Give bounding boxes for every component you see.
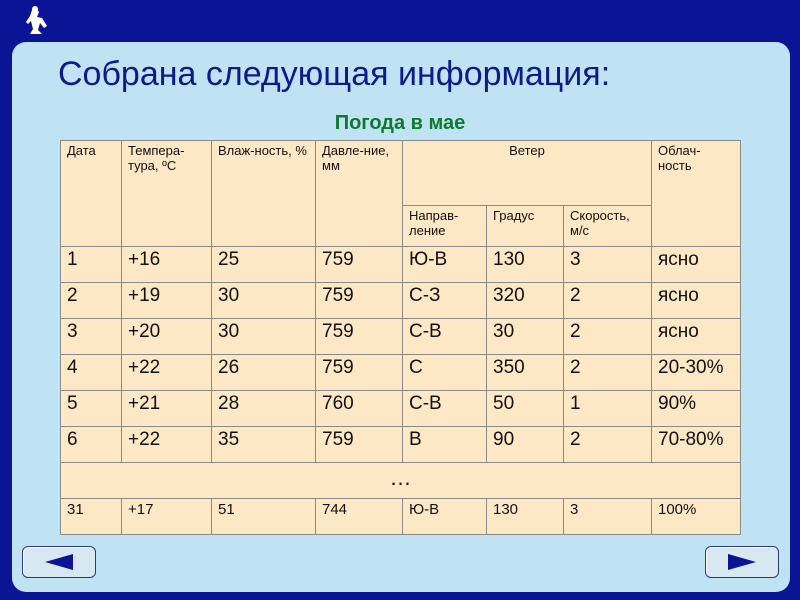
table-row — [61, 319, 741, 355]
cell-temperature: +21 — [122, 391, 212, 427]
cell-wind-speed: 2 — [564, 319, 652, 355]
header-wind-speed: Скорость, м/с — [564, 206, 652, 247]
cell-wind-degree: 30 — [487, 319, 564, 355]
cell-date: 1 — [61, 247, 122, 283]
cell-humidity: 26 — [212, 355, 316, 391]
header-wind: Ветер — [403, 141, 652, 206]
cell-wind-direction: С-В — [403, 391, 487, 427]
cell-wind-speed: 2 — [564, 355, 652, 391]
cell-wind-direction: С-В — [403, 319, 487, 355]
table-row-last — [61, 499, 741, 535]
cell-wind-direction: В — [403, 427, 487, 463]
cell-temperature: +19 — [122, 283, 212, 319]
cell-clouds: 100% — [652, 499, 741, 535]
cell-temperature: +16 — [122, 247, 212, 283]
cell-pressure: 759 — [316, 283, 403, 319]
cell-pressure: 760 — [316, 391, 403, 427]
cell-pressure: 759 — [316, 355, 403, 391]
triangle-right-icon — [726, 552, 758, 572]
cell-wind-degree: 130 — [487, 247, 564, 283]
cell-wind-degree: 320 — [487, 283, 564, 319]
table-row — [61, 247, 741, 283]
cell-humidity: 51 — [212, 499, 316, 535]
cell-wind-speed: 1 — [564, 391, 652, 427]
table-caption: Погода в мае — [334, 112, 466, 134]
cell-pressure: 759 — [316, 247, 403, 283]
ellipsis: … — [61, 463, 741, 499]
header-temperature: Темпера-тура, ºС — [122, 141, 212, 247]
cell-date: 2 — [61, 283, 122, 319]
next-slide-button[interactable] — [705, 546, 779, 578]
cell-wind-speed: 2 — [564, 427, 652, 463]
cell-humidity: 30 — [212, 319, 316, 355]
cell-clouds: 20-30% — [652, 355, 741, 391]
cell-humidity: 30 — [212, 283, 316, 319]
cell-wind-degree: 350 — [487, 355, 564, 391]
cell-wind-speed: 3 — [564, 499, 652, 535]
weather-table — [60, 140, 741, 535]
cell-wind-direction: С-З — [403, 283, 487, 319]
cell-clouds: 90% — [652, 391, 741, 427]
logo-icon — [22, 4, 52, 38]
header-wind-degree: Градус — [487, 206, 564, 247]
cell-temperature: +22 — [122, 355, 212, 391]
cell-wind-speed: 2 — [564, 283, 652, 319]
cell-clouds: ясно — [652, 319, 741, 355]
cell-pressure: 759 — [316, 427, 403, 463]
prev-slide-button[interactable] — [22, 546, 96, 578]
cell-wind-degree: 90 — [487, 427, 564, 463]
cell-wind-speed: 3 — [564, 247, 652, 283]
header-wind-direction: Направ-ление — [403, 206, 487, 247]
cell-wind-degree: 50 — [487, 391, 564, 427]
cell-clouds: 70-80% — [652, 427, 741, 463]
cell-temperature: +22 — [122, 427, 212, 463]
cell-pressure: 744 — [316, 499, 403, 535]
triangle-left-icon — [43, 552, 75, 572]
header-row — [61, 141, 741, 206]
header-clouds: Облач-ность — [652, 141, 741, 247]
table-row — [61, 355, 741, 391]
cell-wind-direction: Ю-В — [403, 499, 487, 535]
cell-humidity: 28 — [212, 391, 316, 427]
header-pressure: Давле-ние, мм — [316, 141, 403, 247]
table-row — [61, 427, 741, 463]
cell-wind-degree: 130 — [487, 499, 564, 535]
cell-date: 5 — [61, 391, 122, 427]
cell-pressure: 759 — [316, 319, 403, 355]
cell-clouds: ясно — [652, 247, 741, 283]
cell-wind-direction: Ю-В — [403, 247, 487, 283]
cell-date: 6 — [61, 427, 122, 463]
header-date: Дата — [61, 141, 122, 247]
cell-wind-direction: С — [403, 355, 487, 391]
cell-date: 31 — [61, 499, 122, 535]
cell-clouds: ясно — [652, 283, 741, 319]
table-row — [61, 283, 741, 319]
cell-temperature: +20 — [122, 319, 212, 355]
page-title: Собрана следующая информация: — [58, 55, 611, 93]
table-row — [61, 391, 741, 427]
cell-temperature: +17 — [122, 499, 212, 535]
ellipsis-row — [61, 463, 741, 499]
header-humidity: Влаж-ность, % — [212, 141, 316, 247]
cell-date: 3 — [61, 319, 122, 355]
cell-humidity: 25 — [212, 247, 316, 283]
cell-date: 4 — [61, 355, 122, 391]
cell-humidity: 35 — [212, 427, 316, 463]
